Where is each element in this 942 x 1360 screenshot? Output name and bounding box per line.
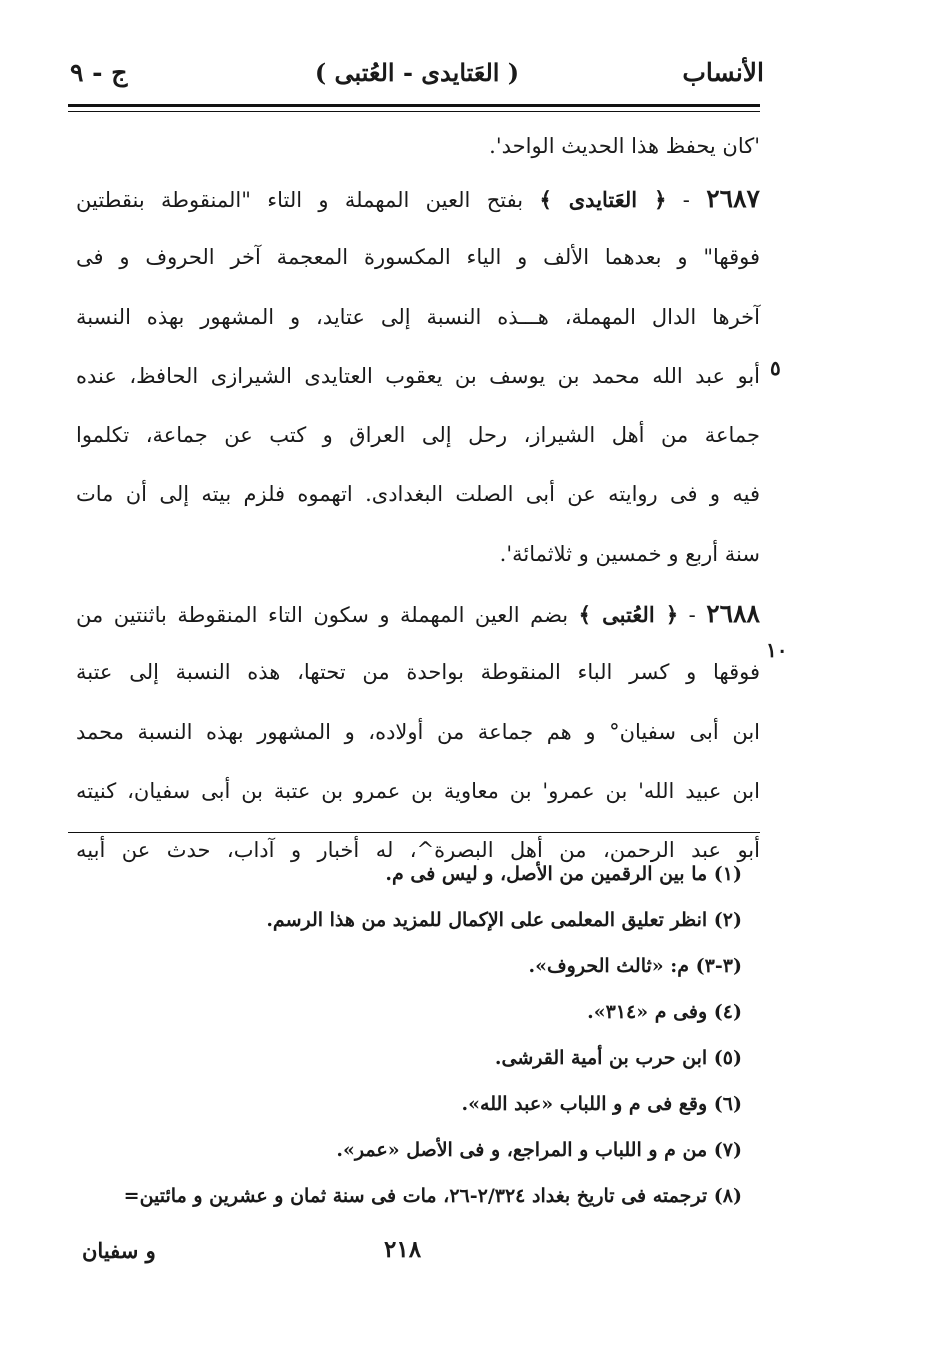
text-line: آخرها الدال المهملة، هـــذه النسبة إلى عتايد، و المشهور بهذه النسبة [76, 304, 760, 329]
entry-title: ﴿ العَتايدى ﴾ [539, 187, 667, 212]
section-range: ( العَتايدى - العُتبى ) [314, 58, 520, 87]
running-header [70, 52, 764, 96]
text-line: فوقها و كسر الباء المنقوطة بواحدة من تحتها، هذه النسبة إلى عتبة [76, 660, 760, 685]
volume-label: ج - ٩ [70, 58, 128, 87]
continuation-word: و سفيان [82, 1238, 156, 1263]
footnote: (٨) ترجمته فى تاريخ بغداد ٢/٣٢٤-٢٦، مات فى سنة ثمان و عشرين و مائتين= [123, 1185, 742, 1207]
entry-heading-2687 [76, 169, 760, 228]
text-line: سنة أربع و خمسين و ثلاثمائة'. [499, 541, 760, 566]
margin-line-number: ٥ [770, 356, 781, 380]
text-line: ابن أبى سفيان° و هم جماعة من أولاده، و المشهور بهذه النسبة محمد [76, 719, 760, 744]
footnote: (١) ما بين الرقمين من الأصل، و ليس فى م. [385, 863, 742, 885]
text-line: ابن عبيد الله' بن عمرو' بن معاوية بن عمرو بن عتبة بن أبى سفيان، كنيته [76, 778, 760, 803]
footnotes [123, 851, 742, 1219]
entry-text: بفتح العين المهملة و التاء "المنقوطة بنقطتين [76, 188, 524, 212]
footnote: (٢) انظر تعليق المعلمى على الإكمال للمزيد من هذا الرسم. [266, 909, 742, 931]
entry-heading-2688 [76, 584, 760, 643]
main-text [76, 123, 760, 881]
footnote: (٧) من م و اللباب و المراجع، و فى الأصل «عمر». [336, 1139, 742, 1161]
footnote: (٤) وفى م «٣١٤». [587, 1001, 742, 1023]
text-line: فيه و فى روايته عن أبى الصلت البغدادى. اتهموه فلزم بيته إلى أن مات [76, 482, 760, 507]
footnote: (٥) ابن حرب بن أمية القرشى. [494, 1047, 742, 1069]
entry-dash: - [666, 188, 690, 212]
text-line: أبو عبد الله محمد بن يوسف بن يعقوب العتايدى الشيرازى الحافظ، عنده [76, 363, 760, 388]
page-number: ٢١٨ [384, 1236, 422, 1263]
text-line: جماعة من أهل الشيراز، رحل إلى العراق و كتب عن جماعة، تكلموا [76, 423, 761, 448]
footnote-rule [68, 832, 760, 833]
header-rule-thin [68, 111, 760, 112]
entry-title: ﴿ العُتبى ﴾ [578, 602, 679, 628]
entry-number: ٢٦٨٧ [706, 184, 760, 213]
header-rule [68, 104, 760, 107]
footnote: (٣-٣) م: «ثالث الحروف». [528, 955, 742, 977]
text-line: فوقها" و بعدهما الألف و الياء المكسورة المعجمة آخر الحروف و فى [76, 245, 760, 270]
entry-dash: - [678, 603, 696, 628]
entry-number: ٢٦٨٨ [706, 599, 760, 629]
entry-text: بضم العين المهملة و سكون التاء المنقوطة باثنتين من [76, 603, 569, 628]
margin-line-number: ١٠ [766, 638, 788, 662]
book-title: الأنساب [682, 58, 764, 87]
footnote: (٦) وقع فى م و اللباب «عبد الله». [461, 1093, 742, 1115]
text-line: أبو عبد الرحمن، من أهل البصرة^، له أخبار و آداب، حدث عن أبيه [76, 838, 760, 863]
text-line: 'كان يحفظ هذا الحديث الواحد'. [489, 134, 760, 158]
